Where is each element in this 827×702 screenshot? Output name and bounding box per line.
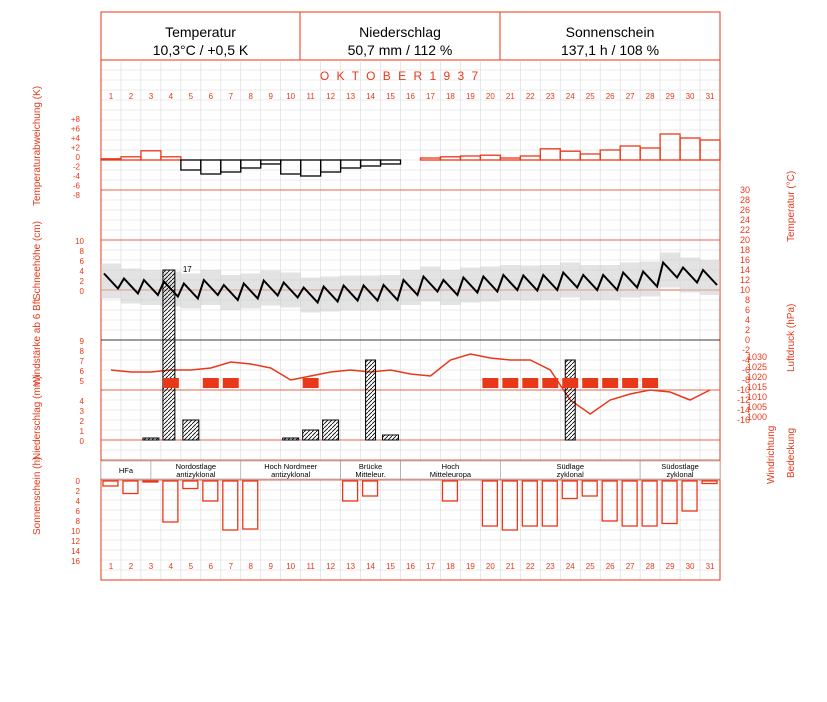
sunshine-bar [363,481,378,496]
snow-tick: 8 [79,247,84,256]
deviation-bar [660,134,680,160]
temp-tick: 0 [744,335,750,345]
sunshine-bar [602,481,617,521]
temp-tick: -2 [741,345,750,355]
temp-dev-tick: -4 [72,172,80,181]
wind-direction-label: Windrichtung [766,425,777,484]
wind-tick: 8 [79,347,84,356]
temp-tick: 14 [739,265,750,275]
deviation-bar [341,160,361,168]
weather-type-label: Hoch Nordmeer [264,462,318,471]
temp-tick: -4 [741,355,750,365]
sunshine-bar [343,481,358,501]
sunshine-value: 137,1 h / 108 % [560,42,660,58]
wind-tick: 9 [79,337,84,346]
temp-tick: -16 [736,415,750,425]
day-label-top: 6 [208,92,214,101]
sun-tick: 8 [75,517,80,526]
day-label-top: 11 [306,92,315,101]
deviation-bar [440,157,460,160]
wind-block [303,378,319,388]
sunshine-bar [542,481,557,526]
precip-tick: 2 [79,417,84,426]
temp-tick: -6 [741,365,750,375]
temp-dev-tick: +2 [70,143,80,153]
day-label-top: 24 [565,92,575,101]
weather-type-label: zyklonal [666,470,694,479]
day-label-bottom: 27 [625,562,635,571]
sunshine-bar [223,481,238,530]
wind-block [522,378,538,388]
temp-tick: 2 [744,325,750,335]
precip-tick: 0 [79,437,84,446]
wind-block [502,378,518,388]
day-label-bottom: 21 [505,562,515,571]
sunshine-title: Sonnenschein [565,24,655,40]
deviation-bar [680,138,700,160]
day-label-top: 20 [485,92,495,101]
temp-tick: 16 [739,255,750,265]
pressure-tick: 1025 [746,362,767,372]
deviation-bar [121,157,141,160]
deviation-bar [580,154,600,160]
deviation-bar [381,160,401,164]
temperature-value: 10,3°C / +0,5 K [152,42,249,58]
temperature-title: Temperatur [165,24,236,40]
temp-dev-tick: -2 [72,162,80,172]
sunshine-bar [622,481,637,526]
wind-block [223,378,239,388]
day-label-bottom: 16 [406,562,415,571]
deviation-bar [101,159,121,160]
snow-label: Schneehöhe (cm) [32,221,43,300]
sun-tick: 2 [75,487,80,496]
day-label-bottom: 24 [565,562,575,571]
wind-block [203,378,219,388]
day-label-bottom: 3 [148,562,154,571]
day-label-bottom: 12 [326,562,336,571]
weather-type-label: Südlage [556,462,585,471]
weather-type-label: Mitteleuropa [429,470,472,479]
deviation-bar [201,160,221,174]
day-label-bottom: 5 [188,562,194,571]
day-label-top: 9 [268,92,273,101]
deviation-bar [520,156,540,160]
temp-tick: 30 [739,185,750,195]
precip-bar-tall [565,360,575,440]
pressure-tick: 1020 [746,372,767,382]
temp-tick: 4 [744,315,750,325]
day-label-bottom: 20 [485,562,495,571]
sunshine-bar [662,481,677,524]
deviation-bar [480,155,500,160]
day-label-bottom: 10 [286,562,296,571]
temp-dev-tick: +8 [70,115,80,124]
day-label-bottom: 30 [685,562,695,571]
sun-label: Sonnenschein (h) [32,456,43,535]
weather-type-label: zyklonal [556,470,584,479]
deviation-bar [161,157,181,160]
sunshine-bar [702,481,717,484]
day-label-top: 22 [525,92,535,101]
temp-tick: 28 [739,195,750,205]
deviation-bar [181,160,201,170]
temp-tick: -12 [736,395,750,405]
cloud-label: Bedeckung [786,427,797,478]
day-label-top: 4 [168,92,174,101]
deviation-bar [361,160,381,166]
sunshine-bar [442,481,457,501]
temp-dev-tick: -6 [72,181,80,191]
sun-tick: 0 [75,477,80,486]
wind-block [642,378,658,388]
temp-tick: 26 [739,205,750,215]
precipitation-title: Niederschlag [359,24,441,40]
day-label-bottom: 7 [228,562,234,571]
precip-bar [143,438,159,440]
wind-block [602,378,618,388]
day-label-top: 18 [445,92,455,101]
deviation-bar [600,150,620,160]
precip-bar [283,438,299,440]
sunshine-bar [642,481,657,526]
precip-tick: 4 [79,397,84,406]
day-label-top: 21 [505,92,515,101]
snow-tick: 4 [79,267,84,276]
wind-block [482,378,498,388]
weather-type-label: Brücke [358,462,383,471]
day-label-bottom: 28 [645,562,655,571]
temp-dev-tick: +4 [70,134,80,143]
weather-type-label: antizyklonal [176,470,216,479]
temp-tick: 12 [739,275,750,285]
day-label-top: 27 [625,92,635,101]
temp-tick: 8 [744,295,750,305]
day-label-top: 31 [705,92,715,101]
day-label-bottom: 23 [545,562,555,571]
sun-tick: 16 [71,557,80,566]
deviation-bar [420,158,440,160]
day-label-bottom: 4 [168,562,174,571]
snow-marker: 17 [182,265,192,274]
temp-tick: -10 [736,385,750,395]
sunshine-bar [522,481,537,526]
precip-bar [303,430,319,440]
day-label-bottom: 25 [585,562,595,571]
temp-tick: -14 [736,405,750,415]
day-label-top: 12 [326,92,336,101]
sunshine-bar [682,481,697,511]
precip-bar [183,420,199,440]
temp-dev-tick: +6 [70,124,80,134]
pressure-label: Luftdruck (hPa) [786,303,797,372]
pressure-tick: 1010 [746,392,767,402]
precip-bar [383,435,399,440]
day-label-bottom: 17 [426,562,435,571]
sunshine-bar [123,481,138,494]
month-title: O K T O B E R 1 9 3 7 [319,69,481,83]
temp-tick: 6 [744,305,750,315]
weather-type-label: Südostlage [661,462,699,471]
sunshine-bar [482,481,497,526]
day-label-top: 30 [685,92,695,101]
wind-block [163,378,179,388]
day-label-bottom: 19 [465,562,475,571]
day-label-top: 19 [465,92,475,101]
sunshine-bar [143,481,158,482]
temp-dev-tick: -8 [72,191,80,200]
day-label-top: 10 [286,92,296,101]
day-label-top: 14 [366,92,376,101]
day-label-bottom: 13 [346,562,356,571]
day-label-top: 23 [545,92,555,101]
day-label-bottom: 1 [108,562,114,571]
day-label-top: 29 [665,92,675,101]
day-label-bottom: 14 [366,562,376,571]
weather-type-label: HFa [118,466,134,475]
day-label-top: 25 [585,92,595,101]
temp-tick: 10 [739,285,750,295]
deviation-bar [560,151,580,160]
day-label-top: 3 [148,92,154,101]
day-label-top: 15 [386,92,395,101]
temp-tick: 22 [739,225,750,235]
wind-tick: 5 [79,377,84,386]
temp-tick: -8 [741,375,750,385]
snow-bar [163,270,175,440]
pressure-tick: 1005 [746,402,767,412]
sun-tick: 4 [75,497,80,506]
day-label-top: 7 [228,92,234,101]
weather-type-label: Mitteleur. [355,470,386,479]
deviation-bar [500,158,520,160]
day-label-top: 5 [188,92,194,101]
day-label-bottom: 8 [248,562,253,571]
sunshine-bar [203,481,218,501]
sunshine-bar [502,481,517,530]
sunshine-bar [183,481,198,489]
deviation-bar [281,160,301,174]
pressure-tick: 1015 [746,382,767,392]
sun-tick: 10 [71,527,80,536]
pressure-tick: 1030 [746,352,767,362]
day-label-top: 17 [426,92,435,101]
sunshine-bar [103,481,118,486]
snow-tick: 2 [79,277,84,286]
precip-bar [323,420,339,440]
precip-label: Niederschlag (mm) [32,375,43,460]
snow-tick: 0 [79,287,84,296]
temp-dev-tick: 0 [75,153,80,162]
weather-type-label: Nordostlage [175,462,217,471]
sunshine-bar [163,481,178,522]
snow-tick: 6 [79,257,84,266]
precip-tick: 1 [79,427,84,436]
wind-block [542,378,558,388]
deviation-bar [620,146,640,160]
day-label-bottom: 29 [665,562,675,571]
day-label-top: 13 [346,92,356,101]
sun-tick: 12 [71,537,80,546]
temp-deviation-label: Temperaturabweichung (K) [32,85,43,206]
deviation-bar [261,160,281,164]
temp-tick: 24 [739,215,750,225]
day-label-bottom: 2 [128,562,134,571]
day-label-top: 28 [645,92,655,101]
weather-type-label: antizyklonal [271,470,311,479]
temp-tick: 20 [739,235,750,245]
pressure-tick: 1000 [746,412,767,422]
deviation-bar [141,151,161,160]
wind-label: Windstärke ab 6 Bft [32,298,43,386]
day-label-bottom: 18 [445,562,455,571]
sunshine-bar [582,481,597,496]
day-label-top: 2 [128,92,134,101]
wind-block [622,378,638,388]
temperature-label: Temperatur (°C) [786,170,797,242]
day-label-top: 1 [108,92,114,101]
day-label-top: 16 [406,92,415,101]
day-label-bottom: 22 [525,562,535,571]
deviation-bar [241,160,261,168]
wind-block [582,378,598,388]
day-label-bottom: 15 [386,562,395,571]
wind-tick: 6 [79,367,84,376]
deviation-bar [540,149,560,160]
temp-tick: 18 [739,245,750,255]
weather-type-label: Hoch [441,462,460,471]
deviation-bar [301,160,321,176]
wind-tick: 7 [79,357,84,366]
sunshine-bar [243,481,258,529]
deviation-bar [460,156,480,160]
day-label-top: 8 [248,92,253,101]
precip-tick: 3 [79,407,84,416]
wind-block [562,378,578,388]
snow-tick: 10 [75,237,84,246]
sun-tick: 6 [75,507,80,516]
day-label-bottom: 9 [268,562,273,571]
precipitation-value: 50,7 mm / 112 % [347,42,453,58]
precip-bar-tall [366,360,376,440]
day-label-bottom: 31 [705,562,715,571]
day-label-bottom: 26 [605,562,615,571]
day-label-bottom: 6 [208,562,214,571]
day-label-bottom: 11 [306,562,315,571]
sun-tick: 14 [71,547,80,556]
day-label-top: 26 [605,92,615,101]
